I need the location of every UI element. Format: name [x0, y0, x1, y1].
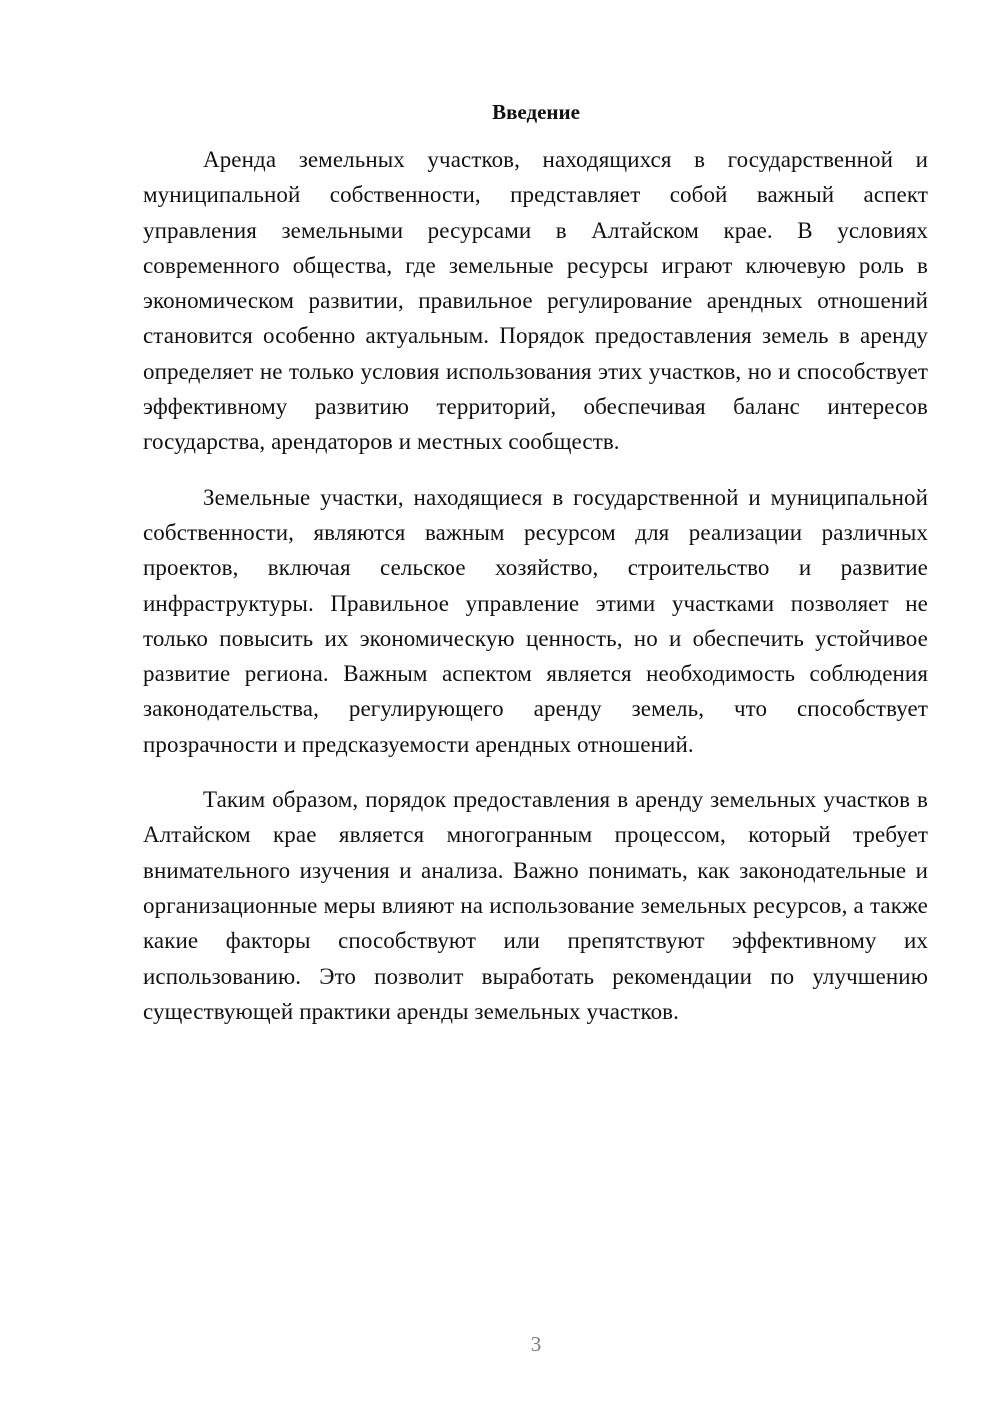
paragraph-2: Земельные участки, находящиеся в государственной и муниципальной собственности, являются важным ресурсом для реализации различных проектов, включая сельское хозяйство, строительство и развитие инфраструктуры. Правильное управление этими участками позволяет не только повысить их экономическую ценность, но и обеспечить устойчивое развитие региона. Важным аспектом является необходимость соблюдения законодательства, регулирующего аренду земель, что способствует прозрачности и предсказуемости арендных отношений. — [143, 484, 928, 757]
paragraph-1: Аренда земельных участков, находящихся в государственной и муниципальной собственности, представляет собой важный аспект управления земельными ресурсами в Алтайском крае. В условиях современного общества, где земельные ресурсы играют ключевую роль в экономическом развитии, правильное регулирование арендных отношений становится особенно актуальным. Порядок предоставления земель в аренду определяет не только условия использования этих участков, но и способствует эффективному развитию территорий, обеспечивая баланс интересов государства, арендаторов и местных сообществ. — [143, 147, 928, 455]
page-number: 3 — [530, 1332, 542, 1356]
section-heading: Введение — [492, 100, 580, 124]
body-text — [143, 142, 928, 1049]
paragraph-3: Таким образом, порядок предоставления в аренду земельных участков в Алтайском крае является многогранным процессом, который требует внимательного изучения и анализа. Важно понимать, как законодательные и организационные меры влияют на использование земельных ресурсов, а также какие факторы способствуют или препятствуют эффективному их использованию. Это позволит выработать рекомендации по улучшению существующей практики аренды земельных участков. — [143, 787, 928, 1024]
